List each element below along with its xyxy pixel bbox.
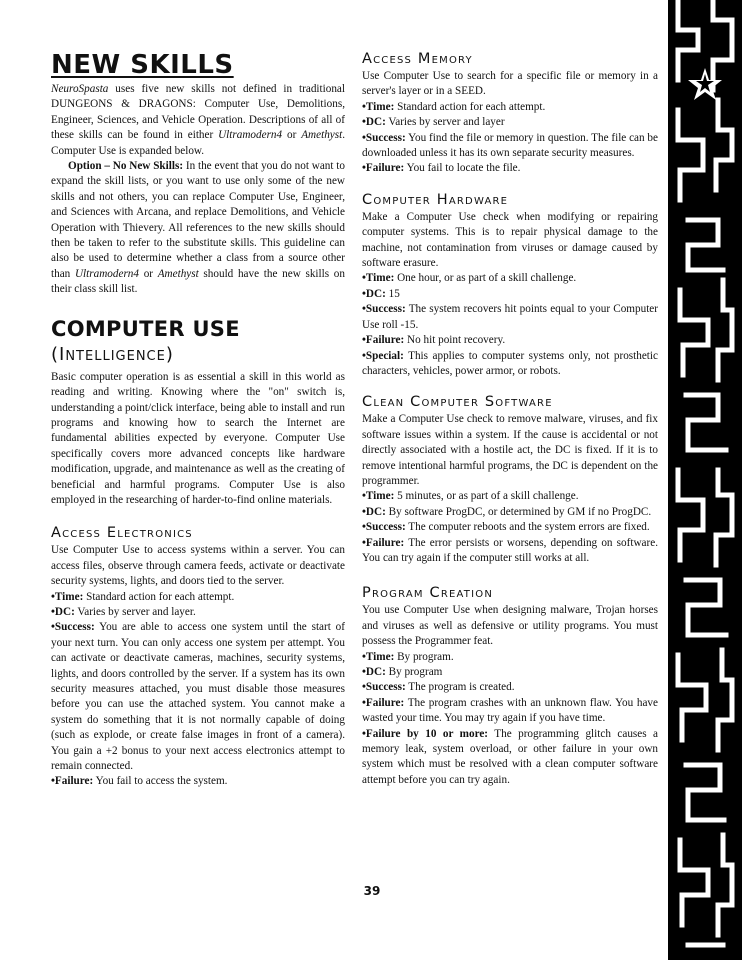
time-value: One hour, or as part of a skill challenge. [394,272,577,285]
new-skills-heading: NEW SKILLS [51,50,234,80]
left-column [51,50,345,790]
failure-label: •Failure: [362,536,405,549]
ultramodern-italic: Ultramodern4 [218,129,283,142]
time-label: •Time: [362,650,395,663]
clean-software-heading: Clean Computer Software [362,394,553,411]
access-electronics-heading: Access Electronics [51,525,193,542]
access-electronics-body: Use Computer Use to access systems within a server. You can access files, observe through camera feeds, activate or deactivate security systems, lights, and doors tied to the server. [51,544,345,588]
option-text-3: should have the new skills on their class skill list. [51,267,345,296]
intro-text-1: uses five new skills not defined in traditional DUNGEONS & DRAGONS: Computer Use, Demolitions, Engineer, Sciences, and Vehicle Operation. Descriptions of all of these skills can be found in either [51,83,345,142]
access-memory-dc [362,115,658,130]
circuit-border-decoration [668,0,742,960]
clean-software-dc [362,505,658,520]
failure-value: The program crashes with an unknown flaw. You have wasted your time. You may try again if you have time. [362,696,658,725]
failure-label: •Failure: [362,162,405,175]
time-value: Standard action for each attempt. [83,590,235,603]
time-label: •Time: [51,590,84,603]
time-label: •Time: [362,490,395,503]
page-number: 39 [363,884,381,898]
clean-software-success [362,520,658,535]
time-label: •Time: [362,100,395,113]
program-creation-success [362,680,658,695]
option-text-2: or [139,267,158,280]
failure-value: You fail to locate the file. [404,162,521,175]
computer-use-heading: COMPUTER USE [51,316,240,341]
clean-software-failure [362,536,658,567]
access-memory-success [362,131,658,162]
dc-label: •DC: [362,287,386,300]
access-electronics-time [51,590,345,605]
access-memory-heading: Access Memory [362,51,473,67]
neurospasta-italic: NeuroSpasta [51,83,109,95]
success-label: •Success: [362,303,406,316]
computer-hardware-failure [362,333,658,348]
option-italic-2: Amethyst [157,267,199,280]
dc-value: By program [385,666,443,678]
access-memory-body: Use Computer Use to search for a specific file or memory in a server's layer or in a SEED. [362,70,658,98]
computer-use-body: Basic computer operation is as essential a skill in this world as reading and writing. Knowing where the "on" switch is, understanding a point/click interface, being able to install and run programs and knowing how to search the Internet are fundamental abilities expected by everyone. Computer Use specifically covers more advanced concepts like hardware modification, upgrade, and maintenance as well as the creating of beneficial and harmful programs. Computer Use is also employed in the researching of harder-to-find online materials. [51,370,345,506]
option-label: Option – No New Skills: [68,160,184,173]
success-label: •Success: [51,621,95,634]
dc-label: •DC: [51,605,75,618]
program-creation-failure [362,696,658,727]
failure-label: •Failure: [51,775,94,788]
success-label: •Success: [362,131,406,144]
program-creation-heading: Program Creation [362,585,493,602]
dc-label: •DC: [362,505,386,518]
success-value: The program is created. [405,681,515,694]
time-value: By program. [394,650,454,663]
option-italic-1: Ultramodern4 [74,267,139,280]
intro-text-2: or [282,129,302,142]
amethyst-italic: Amethyst [301,129,343,142]
failure-value: You fail to access the system. [93,775,228,788]
special-label: •Special: [362,349,404,362]
right-column [362,50,658,788]
success-value: You find the file or memory in question. The file can be downloaded unless it has its own separate security measures. [362,131,658,160]
time-label: •Time: [362,272,395,285]
program-creation-dc [362,665,658,680]
computer-use-subheading: (Intelligence) [51,343,174,365]
dc-label: •DC: [362,116,386,129]
option-text-1: In the event that you do not want to expand the skill lists, or you want to use only some of the new skills and not others, you can replace Computer Use, Engineer, and Sciences with Arcana, and replace Demolitions, and Vehicle Operation with Thievery. All references to the new skills should then be taken to refer to the substitute skills. This guideline can also be used to determine whether a class from a source other than [51,160,346,280]
access-memory-failure [362,161,658,176]
dc-value: Varies by server and layer [385,116,505,129]
success-label: •Success: [362,681,406,694]
intro-text-3: . Computer Use is expanded below. [51,129,346,157]
computer-hardware-success [362,302,658,333]
access-memory-time [362,100,658,115]
special-value: This applies to computer systems only, not prosthetic characters, vehicles, power armor, or robots. [362,349,658,377]
failure-value: The error persists or worsens, depending on software. You can try again if the computer still works at all. [362,536,658,564]
access-electronics-failure [51,774,345,789]
time-value: 5 minutes, or as part of a skill challenge. [394,490,579,503]
failure-10-label: •Failure by 10 or more: [362,727,489,740]
access-electronics-dc [51,605,345,620]
new-skills-intro [51,82,345,159]
computer-hardware-special [362,349,658,380]
dc-label: •DC: [362,666,386,678]
failure-label: •Failure: [362,696,405,709]
computer-hardware-dc [362,287,658,302]
clean-software-body: Make a Computer Use check to remove malware, viruses, and fix software issues within a system. If the cause is accidental or not directly associated with a hostile act, the DC is fixed. If it is to remove intentional harmful programs, the DC is dependent on the programmer. [362,413,658,487]
time-value: Standard action for each attempt. [394,100,546,113]
dc-value: 15 [385,287,400,300]
access-electronics-success [51,620,345,774]
failure-label: •Failure: [362,334,405,347]
program-creation-time [362,650,658,665]
computer-hardware-time [362,271,658,286]
dc-value: By software ProgDC, or determined by GM if no ProgDC. [385,505,652,518]
dc-value: Varies by server and layer. [74,605,196,618]
success-value: The system recovers hit points equal to your Computer Use roll -15. [362,303,658,331]
failure-value: No hit point recovery. [404,334,506,347]
program-creation-body: You use Computer Use when designing malware, Trojan horses and viruses as well as defensive or utility programs. You must possess the Programmer feat. [362,604,658,648]
failure-10-value: The programming glitch causes a memory leak, system overload, or other failure in your own system which must be resolved with a clean computer software attempt before you can try again. [362,727,658,786]
success-value: You are able to access one system until the start of your next turn. You can only access one system per attempt. You can activate or deactivate cameras, machines, security systems, lights, and doors controlled by the server. If a system has its own security measures attached, you must disable those measures before you can use the attached system. You cannot make a system do something that it is not normally capable of doing (such as explode, or create false images in front of a camera). You gain a +2 bonus to your next access electronics attempt to remain connected. [51,621,345,773]
success-value: The computer reboots and the system errors are fixed. [405,521,650,534]
success-label: •Success: [362,521,406,534]
option-paragraph [51,159,345,298]
program-creation-failure-by-10 [362,727,658,789]
computer-hardware-heading: Computer Hardware [362,191,509,208]
computer-hardware-body: Make a Computer Use check when modifying or repairing computer systems. This is to repair physical damage to the machine, not contamination from viruses or damage caused by software erasure. [362,210,658,270]
clean-software-time [362,489,658,504]
